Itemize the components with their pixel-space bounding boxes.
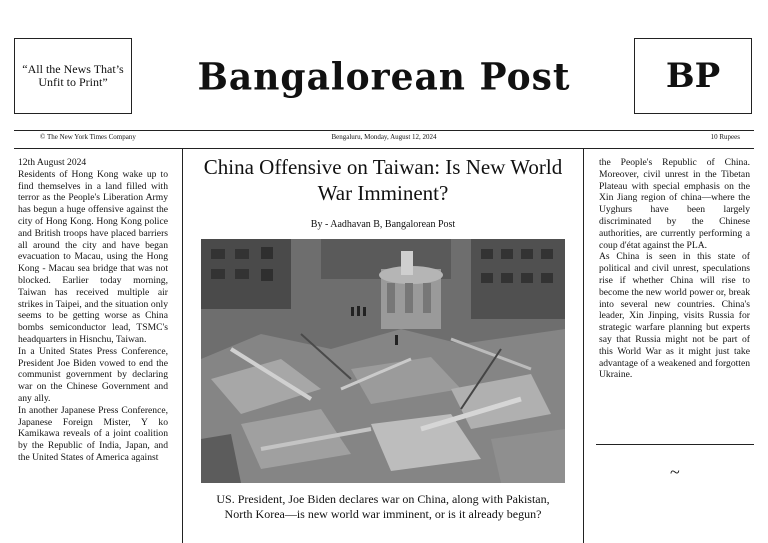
column-divider-left — [182, 148, 183, 543]
top-rule — [14, 130, 754, 131]
ornament: ~ — [670, 462, 680, 482]
left-column — [18, 157, 168, 464]
headline: China Offensive on Taiwan: Is New World War Imminent? — [203, 155, 563, 205]
rubble-photo-image — [201, 239, 565, 483]
copyright: © The New York Times Company — [40, 133, 136, 141]
main-article — [190, 154, 576, 522]
logo-box — [634, 38, 752, 114]
date-place: Bengaluru, Monday, August 12, 2024 — [331, 133, 437, 141]
rubble-photo — [201, 239, 565, 483]
left-paragraph-1: Residents of Hong Kong wake up to find themselves in a land filled with terror as the People's Liberation Army has begun a huge offensive against the city of Hong Kong. Hong Kong police and British troops have placed barriers all around the city and have began evacuation to Macau, using the Hong Kong - Macau sea bridge that was not blocked. Earlier today morning, Taiwan has received multiple air strikes in Taipei, and the situation only seems to be getting worse as China bombs semiconductor lead, TSMC's headquarters in Hisnchu, Taiwan. — [18, 168, 168, 345]
price: 10 Rupees — [710, 133, 740, 141]
right-paragraph-2: As China is seen in this state of political and civil unrest, speculations rise if whether China will rise to become the new world power or, break into several new countries. China's leader, Xin Jinping, visits Russia for strategic warfare planning but experts say that Russia might not be part of this World War as it might just take advantage of a weakened and forgotten Ukraine. — [599, 251, 750, 381]
logo-text: BP — [665, 56, 721, 96]
right-column-rule — [596, 444, 754, 445]
right-column — [599, 157, 750, 381]
photo-caption: US. President, Joe Biden declares war on China, along with Pakistan, North Korea—is new world war imminent, or is it already begun? — [216, 492, 550, 521]
left-paragraph-3: In another Japanese Press Conference, Japanese Foreign Mister, Y ko Kamikawa reveals of a joint coalition by the Republic of India, Japan, and the United States of America against — [18, 404, 168, 463]
newspaper-title: Bangalorean Post — [197, 54, 571, 100]
motto-text: “All the News That’s Unfit to Print” — [22, 62, 124, 89]
bottom-rule — [14, 148, 754, 149]
left-paragraph-2: In a United States Press Conference, President Joe Biden vowed to end the communist government by declaring war on the Chinese Government and any ally. — [18, 345, 168, 404]
byline: By - Aadhavan B, Bangalorean Post — [310, 219, 456, 230]
motto-box — [14, 38, 132, 114]
right-paragraph-1: the People's Republic of China. Moreover, civil unrest in the Tibetan Plateau with special emphasis on the Xin Jiang region of china—where the Uyghurs have been largely discriminated by the Chinese authorities, are currently performing a coup d'état against the PLA. — [599, 157, 750, 251]
left-date: 12th August 2024 — [18, 157, 87, 168]
column-divider-right — [583, 148, 584, 543]
dateline — [14, 133, 754, 146]
